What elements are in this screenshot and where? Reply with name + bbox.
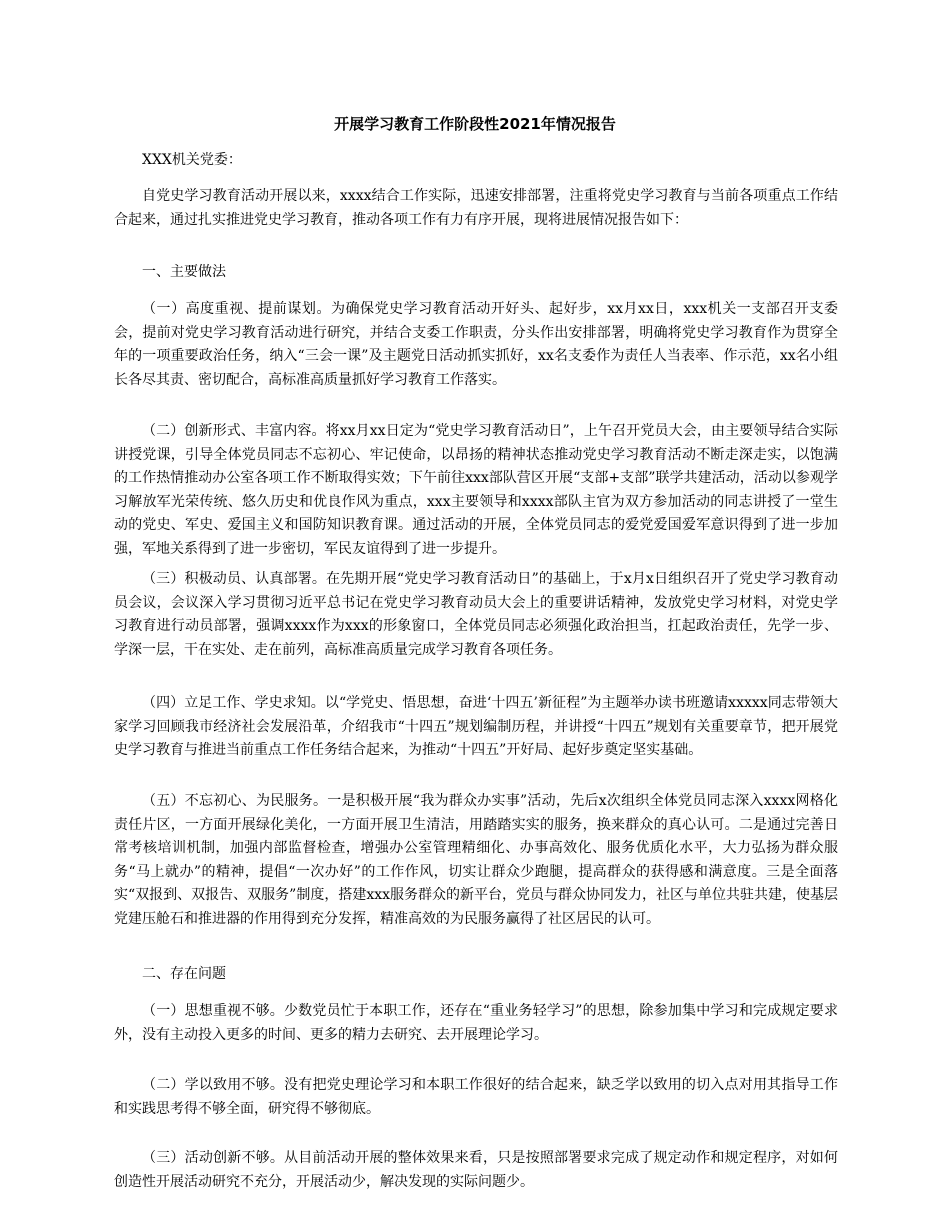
section-heading-main-practices: 一、主要做法 — [142, 264, 226, 280]
paragraph-practice-4: （四）立足工作、学史求知。以“学党史、悟思想，奋进‘十四五’新征程”为主题举办读书班邀请xxxxx同志带领大家学习回顾我市经济社会发展沿革，介绍我市“十四五”规划编制历程，并讲授“十四五”规划有关重要章节，把开展党史学习教育与推进当前重点工作任务结合起来，为推动“十四五”开好局、起好步奠定坚实基础。 — [114, 695, 838, 758]
paragraph-practice-1: （一）高度重视、提前谋划。为确保党史学习教育活动开好头、起好步，xx月xx日，xxx机关一支部召开支委会，提前对党史学习教育活动进行研究，并结合支委工作职责，分头作出安排部署，明确将党史学习教育作为贯穿全年的一项重要政治任务，纳入“三会一课”及主题党日活动抓实抓好，xx名支委作为责任人当表率、作示范，xx名小组长各尽其责、密切配合，高标准高质量抓好学习教育工作落实。 — [114, 301, 838, 388]
paragraph-problem-3: （三）活动创新不够。从目前活动开展的整体效果来看，只是按照部署要求完成了规定动作和规定程序，对如何创造性开展活动研究不充分，开展活动少，解决发现的实际问题少。 — [114, 1150, 838, 1190]
paragraph-practice-2: （二）创新形式、丰富内容。将xx月xx日定为“党史学习教育活动日”，上午召开党员大会，由主要领导结合实际讲授党课，引导全体党员同志不忘初心、牢记使命，以昂扬的精神状态推动党史学习教育活动不断走深走实，以饱满的工作热情推动办公室各项工作不断取得实效；下午前往xxx部队营区开展“支部+支部”联学共建活动，活动以参观学习解放军光荣传统、悠久历史和优良作风为重点，xxx主要领导和xxxx部队主官为双方参加活动的同志讲授了一堂生动的党史、军史、爱国主义和国防知识教育课。通过活动的开展，全体党员同志的爱党爱国爱军意识得到了进一步加强，军地关系得到了进一步密切，军民友谊得到了进一步提升。 — [114, 423, 838, 557]
paragraph-problem-2: （二）学以致用不够。没有把党史理论学习和本职工作很好的结合起来，缺乏学以致用的切入点对用其指导工作和实践思考得不够全面，研究得不够彻底。 — [114, 1077, 838, 1117]
paragraph-practice-5: （五）不忘初心、为民服务。一是积极开展“我为群众办实事”活动，先后x次组织全体党员同志深入xxxx网格化责任片区，一方面开展绿化美化，一方面开展卫生清洁，用踏踏实实的服务，换来群众的真心认可。二是通过完善日常考核培训机制，加强内部监督检查，增强办公室管理精细化、办事高效化、服务优质化水平，大力弘扬为群众服务“马上就办”的精神，提倡“一次办好”的工作作风，切实让群众少跑腿，提高群众的获得感和满意度。三是全面落实“双报到、双报告、双服务”制度，搭建xxx服务群众的新平台，党员与群众协同发力，社区与单位共驻共建，使基层党建压舱石和推进器的作用得到充分发挥，精准高效的为民服务赢得了社区居民的认可。 — [114, 793, 838, 927]
document-title: 开展学习教育工作阶段性2021年情况报告 — [334, 115, 616, 133]
section-heading-problems: 二、存在问题 — [142, 966, 226, 982]
intro-paragraph: 自党史学习教育活动开展以来，xxxx结合工作实际，迅速安排部署，注重将党史学习教育与当前各项重点工作结合起来，通过扎实推进党史学习教育，推动各项工作有力有序开展，现将进展情况报告如下： — [114, 188, 838, 228]
salutation: XXX机关党委： — [142, 152, 242, 168]
paragraph-practice-3: （三）积极动员、认真部署。在先期开展“党史学习教育活动日”的基础上，于x月x日组织召开了党史学习教育动员会议，会议深入学习贯彻习近平总书记在党史学习教育动员大会上的重要讲话精神，发放党史学习材料，对党史学习教育进行动员部署，强调xxxx作为xxx的形象窗口，全体党员同志必须强化政治担当，扛起政治责任，先学一步、学深一层，干在实处、走在前列，高标准高质量完成学习教育各项任务。 — [114, 571, 838, 658]
paragraph-problem-1: （一）思想重视不够。少数党员忙于本职工作，还存在“重业务轻学习”的思想，除参加集中学习和完成规定要求外，没有主动投入更多的时间、更多的精力去研究、去开展理论学习。 — [114, 1003, 838, 1043]
